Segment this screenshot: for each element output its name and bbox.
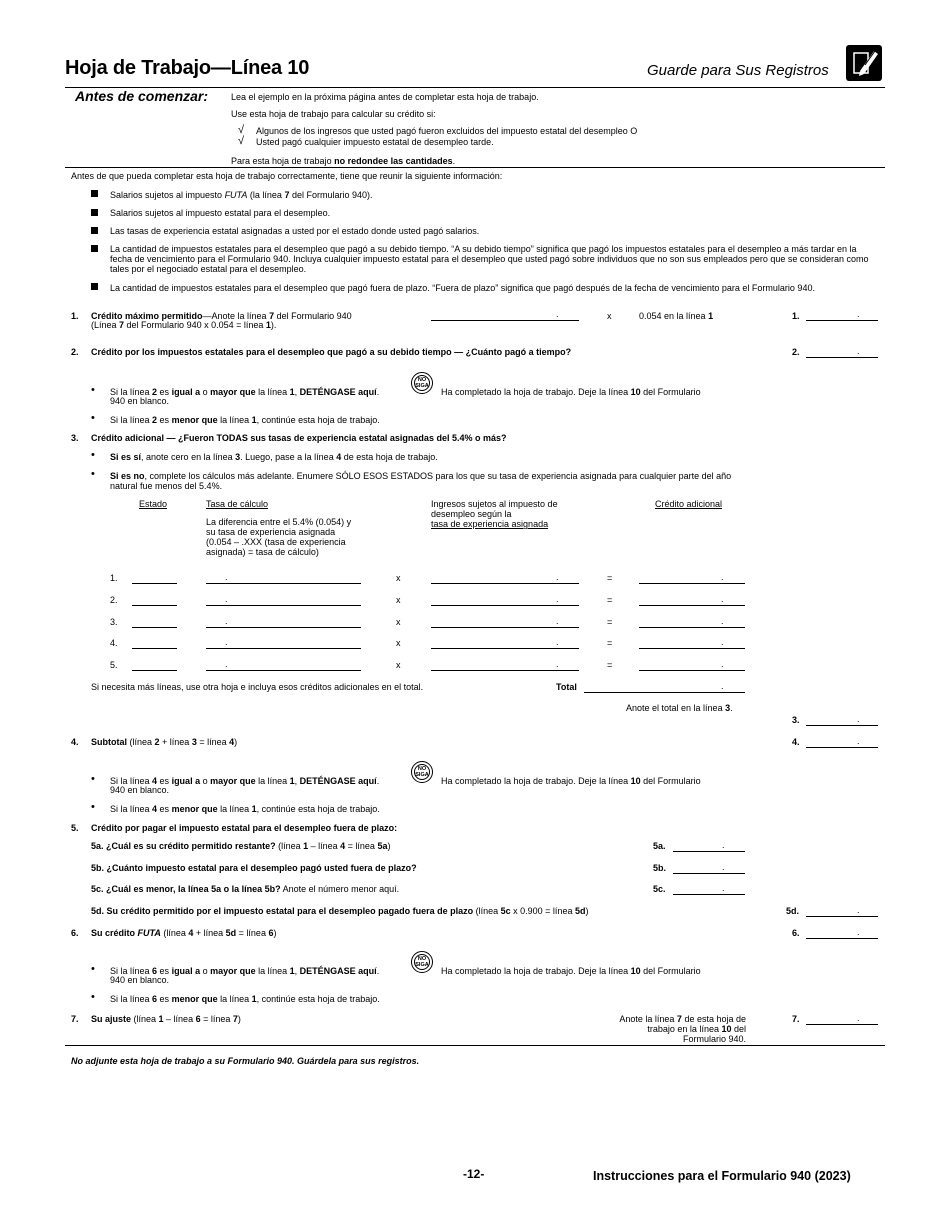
before-starting-label: Antes de comenzar: [75,88,209,104]
line1-wages-field[interactable] [431,320,579,321]
no-rounding-note: Para esta hoja de trabajo no redondee las cantidades. [231,156,456,166]
additional-credit-field[interactable] [639,605,745,606]
line5a-label: 5a. ¿Cuál es su crédito permitido restante? (línea 1 – línea 4 = línea 5a) [91,841,391,851]
line7-ref: 7. [792,1014,800,1024]
line-number: 6. [71,928,79,938]
square-bullet-icon [91,245,98,252]
decimal-point: . [556,594,559,604]
line-number: 5. [71,823,79,833]
line5a-ref: 5a. [653,841,666,851]
decimal-point: . [721,681,724,691]
line2-blank: 940 en blanco. [110,396,170,406]
line7-amount-field[interactable] [806,1024,878,1025]
line4-blank: 940 en blanco. [110,785,170,795]
decimal-point: . [857,714,860,724]
equals-sign: = [607,638,613,648]
line2-stop-bullet: • Si la línea 2 es igual a o mayor que la línea 1, DETÉNGASE aquí. [110,387,379,397]
square-bullet-icon [91,209,98,216]
line4-continue-bullet: • Si la línea 4 es menor que la línea 1, continúe esta hoja de trabajo. [110,804,380,814]
line4-ref: 4. [792,737,800,747]
pencil-paper-icon [846,45,882,81]
decimal-point: . [722,840,725,850]
page-title: Hoja de Trabajo—Línea 10 [65,57,310,79]
col-estado-header: Estado [139,499,168,509]
line1-rate: 0.054 en la línea 1 [639,311,714,321]
rate-field[interactable] [206,670,361,671]
line6-continue-bullet: • Si la línea 6 es menor que la línea 1, continúe esta hoja de trabajo. [110,994,380,1004]
line1-ref: 1. [792,311,800,321]
intro-check-2: Usted pagó cualquier impuesto estatal de desempleo tarde. [256,137,494,147]
equals-sign: = [607,617,613,627]
line4-stop-bullet: • Si la línea 4 es igual a o mayor que la línea 1, DETÉNGASE aquí. [110,776,379,786]
col-tasa-desc: La diferencia entre el 5.4% (0.054) y su tasa de experiencia asignada (0.054 – .XXX (tasa de experiencia asignada) = tasa de cálculo) [206,517,352,558]
wages-field[interactable] [431,605,579,606]
stop-sign-icon: NO SIGA [411,951,433,973]
times-sign: x [396,573,401,583]
line3-ref: 3. [792,715,800,725]
line2-amount-field[interactable] [806,357,878,358]
col-ingresos-header: Ingresos sujetos al impuesto de desempleo según la tasa de experiencia asignada [431,499,558,530]
rate-field[interactable] [206,605,361,606]
line6-stop-bullet: • Si la línea 6 es igual a o mayor que la línea 1, DETÉNGASE aquí. [110,966,379,976]
decimal-point: . [857,309,860,319]
state-row-number: 1. [110,573,118,583]
page-number: -12- [463,1167,485,1181]
decimal-point: . [857,736,860,746]
state-row-number: 2. [110,595,118,605]
do-not-attach-note: No adjunte esta hoja de trabajo a su Formulario 940. Guárdela para sus registros. [71,1056,420,1066]
line5d-amount-field[interactable] [806,916,878,917]
decimal-point: . [225,572,228,582]
equals-sign: = [607,595,613,605]
additional-credit-field[interactable] [639,627,745,628]
line6-amount-field[interactable] [806,938,878,939]
wages-field[interactable] [431,583,579,584]
decimal-point: . [556,659,559,669]
line7-note: Anote la línea 7 de esta hoja de trabajo en la línea 10 del Formulario 940. [619,1014,746,1045]
wages-field[interactable] [431,670,579,671]
line6-label: Su crédito FUTA (línea 4 + línea 5d = línea 6) [91,928,277,938]
decimal-point: . [721,616,724,626]
line2-done: Ha completado la hoja de trabajo. Deje la línea 10 del Formulario [441,387,701,397]
line2-label: Crédito por los impuestos estatales para el desempleo que pagó a su debido tiempo — ¿Cuánto pagó a tiempo? [91,347,572,357]
additional-credit-field[interactable] [639,670,745,671]
gather-item-1: Salarios sujetos al impuesto FUTA (la línea 7 del Formulario 940). [110,190,373,200]
square-bullet-icon [91,227,98,234]
line5d-ref: 5d. [786,906,800,916]
col-tasa-header: Tasa de cálculo [206,499,269,509]
line3-yes-bullet: • Si es sí, anote cero en la línea 3. Luego, pase a la línea 4 de esta hoja de trabajo. [110,452,438,462]
decimal-point: . [225,659,228,669]
line5a-amount-field[interactable] [673,851,745,852]
additional-credit-field[interactable] [639,583,745,584]
rate-field[interactable] [206,648,361,649]
line5b-amount-field[interactable] [673,873,745,874]
line2-ref: 2. [792,347,800,357]
times-sign: x [607,311,612,321]
line6-ref: 6. [792,928,800,938]
state-field[interactable] [132,670,177,671]
line4-label: Subtotal (línea 2 + línea 3 = línea 4) [91,737,238,747]
line3-more-lines: Si necesita más líneas, use otra hoja e incluya esos créditos adicionales en el total. [91,682,424,692]
decimal-point: . [225,637,228,647]
decimal-point: . [721,637,724,647]
decimal-point: . [556,572,559,582]
line4-done: Ha completado la hoja de trabajo. Deje la línea 10 del Formulario [441,776,701,786]
line-number: 7. [71,1014,79,1024]
line1-label: Crédito máximo permitido—Anote la línea 7 del Formulario 940 [91,311,352,321]
line5c-ref: 5c. [653,884,666,894]
line5c-amount-field[interactable] [673,894,745,895]
square-bullet-icon [91,190,98,197]
times-sign: x [396,595,401,605]
decimal-point: . [857,905,860,915]
state-field[interactable] [132,648,177,649]
line3-enter-total: Anote el total en la línea 3. [626,703,733,713]
times-sign: x [396,638,401,648]
state-field[interactable] [132,583,177,584]
line3-no-bullet: • Si es no, complete los cálculos más adelante. Enumere SÓLO ESOS ESTADOS para los que su tasa de experiencia asignada para cualquier parte del año natural fue menos del 5.4%. [110,471,750,491]
decimal-point: . [857,927,860,937]
gather-item-4: La cantidad de impuestos estatales para el desempleo que pagó a su debido tiempo. “A su debido tiempo” significa que pagó los impuestos estatales para el desempleo a más tardar en la fecha de vencimiento para el Formulario 940. Incluya cualquier impuesto estatal para el desempleo que usted pagó sobre individuos que no son sus empleados pero que se consideran como tales por el negociado estatal para el desempleo. [110,244,869,275]
keep-for-records: Guarde para Sus Registros [647,62,829,79]
intro-line-2: Use esta hoja de trabajo para calcular su crédito si: [231,109,436,119]
total-label: Total [556,682,577,692]
decimal-point: . [556,637,559,647]
decimal-point: . [721,594,724,604]
decimal-point: . [225,616,228,626]
bottom-rule [65,1045,885,1046]
equals-sign: = [607,660,613,670]
line5d-label: 5d. Su crédito permitido por el impuesto estatal para el desempleo pagado fuera de plazo (línea 5c x 0.900 = línea 5d) [91,906,589,916]
stop-sign-icon: NO SIGA [411,761,433,783]
square-bullet-icon [91,283,98,290]
wages-field[interactable] [431,627,579,628]
intro-line-1: Lea el ejemplo en la próxima página antes de completar esta hoja de trabajo. [231,92,539,102]
line-number: 3. [71,433,79,443]
state-field[interactable] [132,627,177,628]
line3-amount-field[interactable] [806,725,878,726]
decimal-point: . [225,594,228,604]
additional-credit-field[interactable] [639,648,745,649]
decimal-point: . [721,572,724,582]
intro-rule [65,167,885,168]
decimal-point: . [722,862,725,872]
line5b-label: 5b. ¿Cuánto impuesto estatal para el desempleo pagó usted fuera de plazo? [91,863,417,873]
line2-continue-bullet: • Si la línea 2 es menor que la línea 1, continúe esta hoja de trabajo. [110,415,380,425]
line3-label: Crédito adicional — ¿Fueron TODAS sus tasas de experiencia estatal asignadas del 5.4% o más? [91,433,507,443]
line-number: 1. [71,311,79,321]
gather-intro: Antes de que pueda completar esta hoja de trabajo correctamente, tiene que reunir la siguiente información: [71,171,503,181]
gather-item-5: La cantidad de impuestos estatales para el desempleo que pagó fuera de plazo. “Fuera de plazo” significa que pagó después de la fecha de vencimiento para el Formulario 940. [110,283,815,293]
line5b-ref: 5b. [653,863,667,873]
form-title-footer: Instrucciones para el Formulario 940 (2023) [593,1169,851,1183]
decimal-point: . [556,616,559,626]
line5c-label: 5c. ¿Cuál es menor, la línea 5a o la línea 5b? Anote el número menor aquí. [91,884,400,894]
check-icon: √ [238,124,245,136]
decimal-point: . [857,346,860,356]
times-sign: x [396,660,401,670]
rate-field[interactable] [206,583,361,584]
line6-blank: 940 en blanco. [110,975,170,985]
wages-field[interactable] [431,648,579,649]
total-field[interactable] [584,692,745,693]
gather-item-3: Las tasas de experiencia estatal asignadas a usted por el estado donde usted pagó salarios. [110,226,480,236]
line5-label: Crédito por pagar el impuesto estatal para el desempleo fuera de plazo: [91,823,398,833]
col-credito-header: Crédito adicional [655,499,723,509]
state-row-number: 5. [110,660,118,670]
state-field[interactable] [132,605,177,606]
gather-item-2: Salarios sujetos al impuesto estatal para el desempleo. [110,208,331,218]
decimal-point: . [722,883,725,893]
line1-sub: (Línea 7 del Formulario 940 x 0.054 = línea 1). [91,320,277,330]
state-row-number: 4. [110,638,118,648]
stop-sign-icon: NO SIGA [411,372,433,394]
line-number: 4. [71,737,79,747]
times-sign: x [396,617,401,627]
rate-field[interactable] [206,627,361,628]
equals-sign: = [607,573,613,583]
check-icon: √ [238,135,245,147]
decimal-point: . [556,309,559,319]
state-row-number: 3. [110,617,118,627]
intro-check-1: Algunos de los ingresos que usted pagó fueron excluidos del impuesto estatal del desempleo O [256,126,638,136]
line7-label: Su ajuste (línea 1 – línea 6 = línea 7) [91,1014,241,1024]
line1-amount-field[interactable] [806,320,878,321]
line6-done: Ha completado la hoja de trabajo. Deje la línea 10 del Formulario [441,966,701,976]
decimal-point: . [857,1013,860,1023]
line-number: 2. [71,347,79,357]
decimal-point: . [721,659,724,669]
line4-amount-field[interactable] [806,747,878,748]
